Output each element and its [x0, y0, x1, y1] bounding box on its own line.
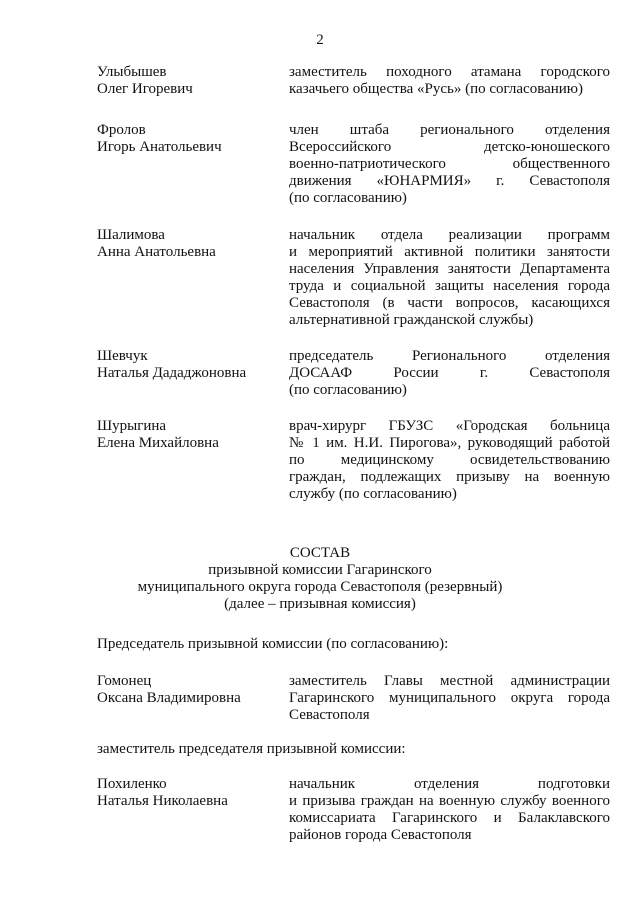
position-line: населения Управления занятости Департамента: [289, 261, 610, 277]
position-line: комиссариата Гагаринского и Балаклавского: [289, 810, 610, 826]
member-surname: Шалимова: [97, 227, 165, 243]
position-line: альтернативной гражданской службы): [289, 312, 534, 328]
member-given-name: Елена Михайловна: [97, 435, 219, 451]
position-line: начальник отделения подготовки: [289, 776, 610, 792]
member-position: [289, 348, 610, 399]
member-given-name: Наталья Николаевна: [97, 793, 228, 809]
member-surname: Фролов: [97, 122, 146, 138]
position-line: и мероприятий активной политики занятости: [289, 244, 610, 260]
member-name: [97, 418, 287, 452]
member-surname: Шурыгина: [97, 418, 167, 434]
heading-line: призывной комиссии Гагаринского: [208, 562, 432, 578]
position-line: врач-хирург ГБУЗС «Городская больница: [289, 418, 610, 434]
member-surname: Похиленко: [97, 776, 167, 792]
member-position: [289, 673, 610, 724]
position-line: (по согласованию): [289, 382, 407, 398]
position-line: труда и социальной защиты населения города: [289, 278, 610, 294]
page-number: 2: [316, 32, 324, 48]
member-position: [289, 227, 610, 329]
position-line: Севастополя: [289, 707, 370, 723]
member-name: [97, 673, 287, 707]
position-line: заместитель походного атамана городского: [289, 64, 610, 80]
member-given-name: Олег Игоревич: [97, 81, 193, 97]
position-line: граждан, подлежащих призыву на военную: [289, 469, 610, 485]
member-surname: Улыбышев: [97, 64, 167, 80]
position-line: казачьего общества «Русь» (по согласованию): [289, 81, 584, 97]
member-given-name: Игорь Анатольевич: [97, 139, 222, 155]
position-line: службу (по согласованию): [289, 486, 457, 502]
member-given-name: Оксана Владимировна: [97, 690, 241, 706]
position-line: Гагаринского муниципального округа города: [289, 690, 610, 706]
position-line: военно-патриотического общественного: [289, 156, 610, 172]
heading-title: СОСТАВ: [289, 545, 351, 561]
member-name: [97, 122, 287, 156]
member-given-name: Анна Анатольевна: [97, 244, 216, 260]
position-line: ДОСААФ России г. Севастополя: [289, 365, 610, 381]
member-name: [97, 227, 287, 261]
heading-line: (далее – призывная комиссия): [224, 596, 416, 612]
position-line: и призыва граждан на военную службу военного: [289, 793, 610, 809]
position-line: районов города Севастополя: [289, 827, 472, 843]
position-line: Севастополя (в части вопросов, касающихся: [289, 295, 610, 311]
member-position: [289, 122, 610, 207]
position-line: Всероссийского детско-юношеского: [289, 139, 610, 155]
member-given-name: Наталья Дададжоновна: [97, 365, 247, 381]
member-name: [97, 348, 287, 382]
member-position: [289, 776, 610, 844]
position-line: (по согласованию): [289, 190, 407, 206]
position-line: начальник отдела реализации программ: [289, 227, 610, 243]
heading-line: муниципального округа города Севастополя (резервный): [137, 579, 503, 595]
member-surname: Гомонец: [97, 673, 152, 689]
member-surname: Шевчук: [97, 348, 148, 364]
section-heading: [0, 545, 640, 613]
position-line: движения «ЮНАРМИЯ» г. Севастополя: [289, 173, 610, 189]
member-name: [97, 64, 287, 98]
position-line: № 1 им. Н.И. Пирогова», руководящий работой: [289, 435, 610, 451]
member-position: [289, 418, 610, 503]
member-position: [289, 64, 610, 98]
position-line: председатель Регионального отделения: [289, 348, 610, 364]
position-line: по медицинскому освидетельствованию: [289, 452, 610, 468]
member-name: [97, 776, 287, 810]
position-line: член штаба регионального отделения: [289, 122, 610, 138]
deputy-label: заместитель председателя призывной комиссии:: [97, 741, 406, 757]
chair-label: Председатель призывной комиссии (по согласованию):: [97, 636, 449, 652]
position-line: заместитель Главы местной администрации: [289, 673, 610, 689]
